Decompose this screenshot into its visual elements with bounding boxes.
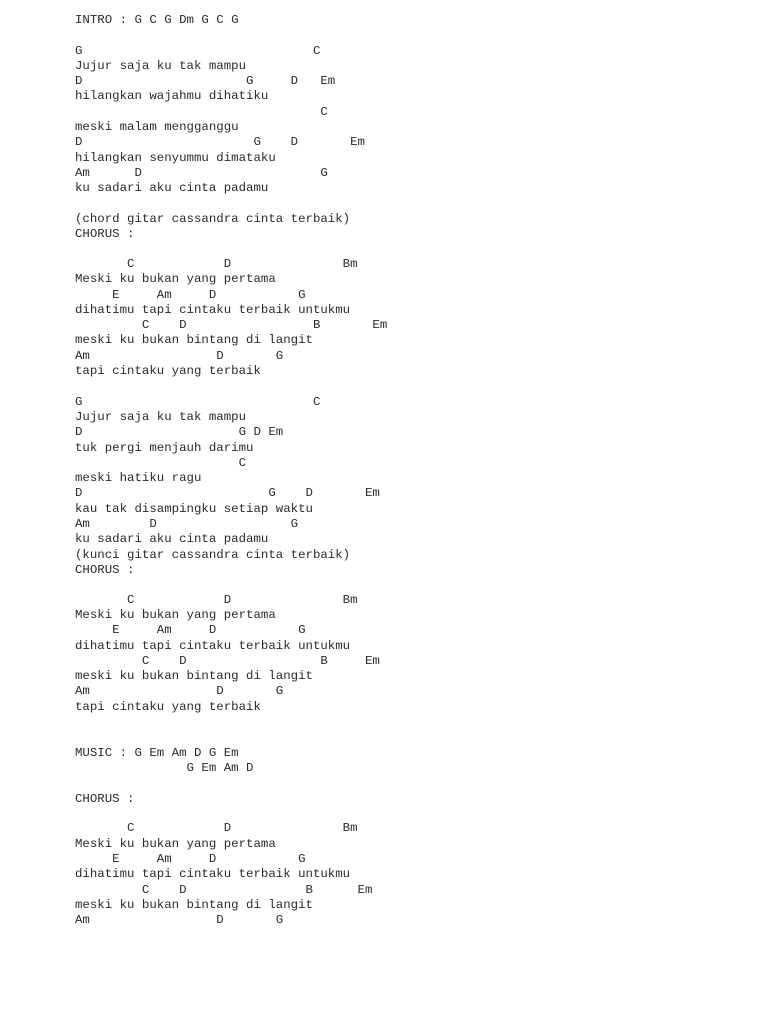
- lyric-line: dihatimu tapi cintaku terbaik untukmu: [75, 867, 351, 882]
- chorus-label: CHORUS :: [75, 227, 135, 242]
- blank-line: [75, 807, 755, 822]
- intro-line: INTRO : G C G Dm G C G: [75, 13, 239, 27]
- lyric-line: Meski ku bukan yang pertama: [75, 607, 276, 622]
- chord-line: E Am D G: [75, 623, 306, 638]
- lyric-line: Meski ku bukan yang pertama: [75, 272, 276, 287]
- blank-line: [75, 715, 755, 730]
- music-section: [75, 746, 755, 777]
- lyric-line: meski hatiku ragu: [75, 471, 202, 486]
- lyric-line: dihatimu tapi cintaku terbaik untukmu: [75, 302, 351, 317]
- lyric-line: hilangkan senyummu dimataku: [75, 150, 276, 165]
- chord-line: Am D G: [75, 348, 284, 363]
- chorus-label: CHORUS :: [75, 562, 135, 577]
- chord-sheet: [75, 13, 755, 928]
- lyric-line: Meski ku bukan yang pertama: [75, 836, 276, 851]
- verse-1: [75, 44, 755, 197]
- music-line: G Em Am D: [75, 760, 254, 775]
- lyric-line: meski ku bukan bintang di langit: [75, 669, 313, 684]
- chord-line: C D B Em: [75, 318, 388, 333]
- chord-line: E Am D G: [75, 851, 306, 866]
- chord-line: C D Bm: [75, 821, 358, 836]
- lyric-line: Jujur saja ku tak mampu: [75, 58, 247, 73]
- lyric-line: meski malam mengganggu: [75, 120, 239, 135]
- blank-line: [75, 197, 755, 212]
- blank-line: [75, 578, 755, 593]
- chord-line: Am D G: [75, 913, 284, 928]
- lyric-line: tapi cintaku yang terbaik: [75, 699, 261, 714]
- chorus-label: CHORUS :: [75, 791, 135, 806]
- chord-line: C: [75, 104, 328, 119]
- lyric-line: hilangkan wajahmu dihatiku: [75, 89, 269, 104]
- blank-line: [75, 379, 755, 394]
- chord-line: C D B Em: [75, 653, 380, 668]
- verse-2: [75, 395, 755, 548]
- chord-line: C D Bm: [75, 592, 358, 607]
- lyric-line: kau tak disampingku setiap waktu: [75, 501, 313, 516]
- blank-line: [75, 730, 755, 745]
- lyric-line: ku sadari aku cinta padamu: [75, 532, 269, 547]
- blank-line: [75, 28, 755, 43]
- chord-line: C: [75, 455, 247, 470]
- lyric-line: tuk pergi menjauh darimu: [75, 440, 254, 455]
- lyric-line: Jujur saja ku tak mampu: [75, 409, 247, 424]
- chorus-3: [75, 821, 755, 928]
- chord-line: C D Bm: [75, 256, 358, 271]
- lyric-line: meski ku bukan bintang di langit: [75, 897, 313, 912]
- chorus-1: [75, 257, 755, 379]
- lyric-line: tapi cintaku yang terbaik: [75, 364, 261, 379]
- chord-line: D G D Em: [75, 74, 336, 89]
- chord-line: C D B Em: [75, 882, 373, 897]
- chord-line: D G D Em: [75, 425, 284, 440]
- lyric-line: meski ku bukan bintang di langit: [75, 333, 313, 348]
- note-line: (kunci gitar cassandra cinta terbaik): [75, 547, 351, 562]
- chord-line: Am D G: [75, 684, 284, 699]
- chord-line: D G D Em: [75, 135, 365, 150]
- chord-line: Am D G: [75, 517, 299, 531]
- chorus-2: [75, 593, 755, 715]
- chord-line: G C: [75, 43, 321, 58]
- lyric-line: dihatimu tapi cintaku terbaik untukmu: [75, 638, 351, 653]
- lyric-line: ku sadari aku cinta padamu: [75, 181, 269, 196]
- chord-line: D G D Em: [75, 486, 380, 501]
- chord-line: G C: [75, 394, 321, 409]
- blank-line: [75, 776, 755, 791]
- music-line: MUSIC : G Em Am D G Em: [75, 745, 239, 760]
- blank-line: [75, 242, 755, 257]
- chord-line: E Am D G: [75, 287, 306, 302]
- chord-line: Am D G: [75, 165, 328, 180]
- note-line: (chord gitar cassandra cinta terbaik): [75, 211, 351, 226]
